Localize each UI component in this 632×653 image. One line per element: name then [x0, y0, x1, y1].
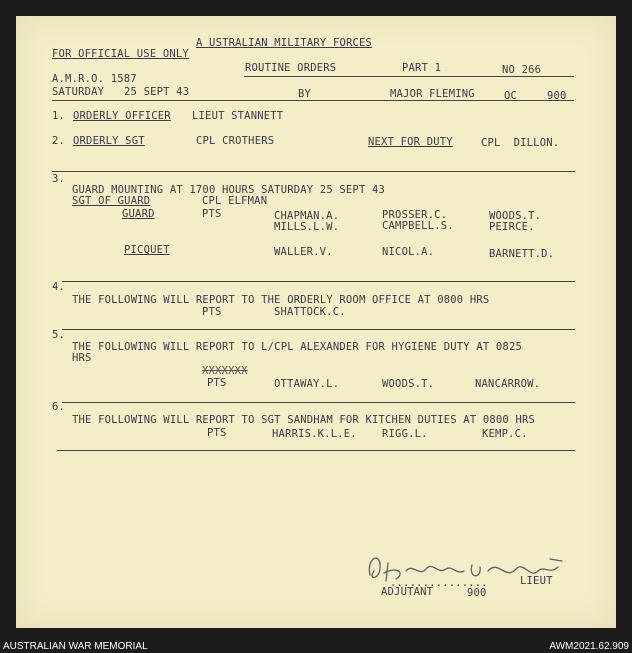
header-rule-2 — [52, 100, 574, 101]
section-rule-4 — [62, 281, 575, 282]
item4-name: SHATTOCK.C. — [274, 306, 346, 318]
guard-name: CHAPMAN.A. — [274, 210, 340, 222]
item1-number: 1. — [52, 110, 66, 122]
guard-name: CAMPBELL.S. — [382, 220, 454, 232]
item5-name: WOODS.T. — [382, 378, 435, 390]
official-use-label: FOR OFFICIAL USE ONLY — [52, 48, 189, 60]
orderly-officer-label: ORDERLY OFFICER — [73, 110, 171, 122]
item5-text: THE FOLLOWING WILL REPORT TO L/CPL ALEXANDER FOR HYGIENE DUTY AT 0825 — [72, 341, 522, 353]
orderly-sgt-value: CPL CROTHERS — [196, 135, 275, 147]
major-label: MAJOR FLEMING — [390, 88, 475, 100]
item4-text: THE FOLLOWING WILL REPORT TO THE ORDERLY ROOM OFFICE AT 0800 HRS — [72, 294, 490, 306]
adjutant-label: ADJUTANT — [381, 586, 434, 598]
amro-label: A.M.R.O. 1587 — [52, 73, 137, 85]
section-rule-6 — [62, 402, 575, 403]
part-label: PART 1 — [402, 62, 442, 74]
orderly-sgt-label: ORDERLY SGT — [73, 135, 145, 147]
item4-number: 4. — [52, 281, 66, 293]
item5-name: NANCARROW. — [475, 378, 541, 390]
time-label: 900 — [547, 90, 567, 102]
guard-name: MILLS.L.W. — [274, 221, 340, 233]
item5-name: OTTAWAY.L. — [274, 378, 340, 390]
closing-rule — [57, 450, 575, 451]
section-rule-3 — [52, 171, 575, 172]
picquet-name: NICOL.A. — [382, 246, 435, 258]
footer-accession: AWM2021.62.909 — [549, 641, 629, 652]
item6-pts: PTS — [207, 427, 227, 439]
guard-name: PROSSER.C. — [382, 209, 448, 221]
section-rule-5 — [62, 329, 575, 330]
signature-dots: ............... — [390, 577, 488, 589]
guard-name: WOODS.T. — [489, 210, 542, 222]
picquet-label: PICQUET — [124, 244, 170, 256]
next-for-duty-value: CPL DILLON. — [481, 137, 560, 149]
oc-label: OC — [504, 90, 518, 102]
item6-text: THE FOLLOWING WILL REPORT TO SGT SANDHAM FOR KITCHEN DUTIES AT 0800 HRS — [72, 414, 536, 426]
picquet-name: BARNETT.D. — [489, 248, 555, 260]
orderly-officer-value: LIEUT STANNETT — [192, 110, 284, 122]
guard-mounting-heading: GUARD MOUNTING AT 1700 HOURS SATURDAY 25 SEPT 43 — [72, 184, 386, 196]
document-page — [16, 16, 616, 628]
item4-pts: PTS — [202, 306, 222, 318]
item5-number: 5. — [52, 329, 66, 341]
item2-number: 2. — [52, 135, 66, 147]
guard-name: PEIRCE. — [489, 221, 535, 233]
item6-number: 6. — [52, 401, 66, 413]
next-for-duty-label: NEXT FOR DUTY — [368, 136, 453, 148]
by-label: BY — [298, 88, 312, 100]
item6-name: HARRIS.K.L.E. — [272, 428, 357, 440]
item6-name: KEMP.C. — [482, 428, 528, 440]
picquet-name: WALLER.V. — [274, 246, 333, 258]
day-label: SATURDAY — [52, 86, 105, 98]
sgt-of-guard-label: SGT OF GUARD — [72, 195, 151, 207]
signature-rank: LIEUT — [520, 575, 553, 587]
guard-pts: PTS — [202, 208, 222, 220]
date-label: 25 SEPT 43 — [124, 86, 190, 98]
document-title: A USTRALIAN MILITARY FORCES — [196, 37, 373, 49]
item5-pts: PTS — [207, 377, 227, 389]
item6-name: RIGG.L. — [382, 428, 428, 440]
adjutant-number: 900 — [467, 587, 487, 599]
header-rule — [244, 76, 574, 77]
order-number: NO 266 — [502, 64, 542, 76]
struck-text: XXXXXXX — [202, 365, 248, 377]
footer-institution: AUSTRALIAN WAR MEMORIAL — [3, 641, 148, 652]
sgt-of-guard-value: CPL ELFMAN — [202, 195, 268, 207]
routine-orders-label: ROUTINE ORDERS — [245, 62, 337, 74]
item3-number: 3. — [52, 173, 66, 185]
item5-text-continued: HRS — [72, 352, 92, 364]
guard-label: GUARD — [122, 208, 155, 220]
